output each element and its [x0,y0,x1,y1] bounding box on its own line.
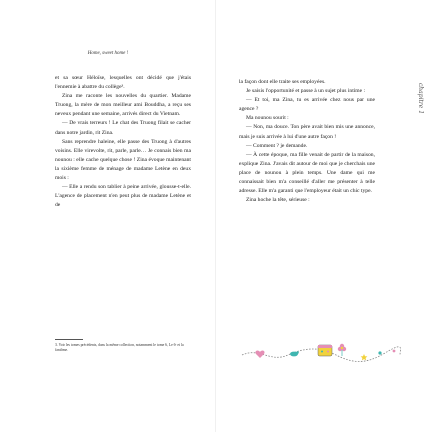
footnote-rule [55,339,83,340]
flower-icon [338,344,346,356]
running-head: Home, sweet home ! [87,51,129,56]
chapter-side-tab [416,80,426,116]
paragraph: Je saisis l'opportunité et passe à un sujet plus intime : [246,88,366,95]
paragraph: — À cette époque, ma fille venait de partir de la maison, explique Zina. J'avais dit autour de moi que je cherchais une place de nounou à plein temps. Une dame qui me connaissait bien m'a conseillé d'aller me présenter à telle adresse. Elle m'a garanti que l'employeur était un chic type. [239,151,375,195]
paragraph: et sa sœur Héloïse, lesquelles ont décidé que j'étais l'ennemie à abattre du collège³. [55,75,191,91]
cake-icon [318,345,332,356]
paragraph: — Comment ? je demande. [246,142,308,149]
chapter-label: chapitre 1 [417,82,425,114]
paragraph: la façon dont elle traite ses employées. [239,79,326,85]
paragraph: Zina me raconte les nouvelles du quartier. Madame Truong, la mère de mon meilleur ami Bouddha, a reçu ses neveux pendant une semaine, arrivés direct du Vietnam. [55,93,191,118]
right-text-block [239,78,375,205]
paragraph: — De vrais terreurs ! Le chat des Truong filait se cacher dans notre jardin, rit Zina. [55,120,191,136]
paragraph: — Elle a rendu son tablier à peine arrivée, glousse-t-elle. L'agence de placement n'en peut plus de madame Letène et de [55,184,191,209]
left-text-block [55,74,191,210]
paragraph: — Et toi, ma Zina, tu es arrivée chez nous par une agence ? [239,97,375,113]
paragraph: Zina hoche la tête, sérieuse : [246,197,310,204]
paragraph: Ma nounou sourit : [246,115,289,122]
paragraph: Sans reprendre haleine, elle passe des Truong à d'autres voisins. Elle virevolte, rit, parle, parle… Je connais bien ma nounou : elle cache quelque chose ! Zina évoque maintenant la sixième femme de ménage de madame Letène en deux mois : [55,138,191,182]
star-icon [361,354,368,360]
bird-icon [290,351,299,356]
footnote: 3. Voir les tomes précédents, dans la même collection, notamment le tome 6, Le 6ᵉ et la fantôme. [55,343,184,352]
paragraph: — Non, ma douce. Ton père avait bien mis une annonce, mais je suis arrivée à lui d'une autre façon ! [239,124,375,140]
decorative-doodle-icon [240,325,402,375]
right-page [216,0,432,432]
heart-icon [255,351,264,358]
